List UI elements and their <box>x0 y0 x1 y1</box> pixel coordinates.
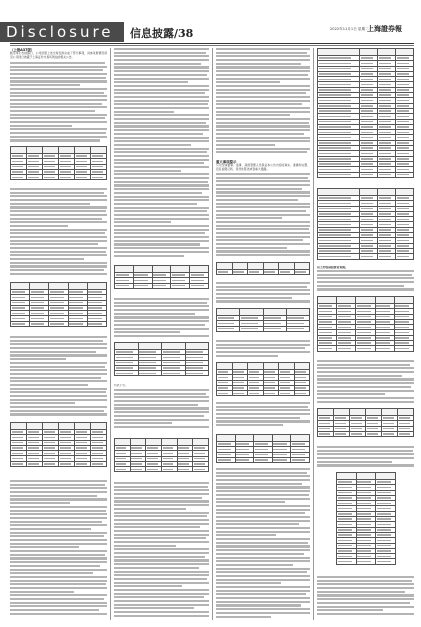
newspaper-logo: 上海證券報 <box>367 24 402 33</box>
column-4-text-block <box>317 266 414 294</box>
column-4-text-block <box>317 360 414 406</box>
column-1-table <box>10 282 107 334</box>
column-1-text-block <box>10 480 107 620</box>
body-text-lines <box>114 48 209 258</box>
column-3-text-block <box>216 402 310 432</box>
body-text-lines <box>317 270 414 292</box>
masthead <box>0 0 421 46</box>
body-text-lines <box>317 446 414 468</box>
column-3-text-block <box>216 468 310 620</box>
body-text-lines <box>216 173 310 258</box>
column-4-table <box>317 296 414 358</box>
column-divider <box>212 48 213 620</box>
column-3-table <box>216 434 310 466</box>
newspaper-page-body <box>10 48 414 620</box>
intro-heading: （上接A37版） <box>10 48 35 52</box>
body-text-lines <box>10 336 107 417</box>
column-4-table <box>317 48 414 186</box>
column-2-text-block <box>114 298 209 340</box>
column-3-text-block <box>216 48 310 158</box>
section-heading: 重大事项提示 <box>216 160 237 164</box>
column-4-table <box>317 408 414 444</box>
column-1-table <box>10 422 107 478</box>
column-1-text-block <box>10 336 107 420</box>
body-text-lines <box>216 468 310 619</box>
column-3-table <box>216 308 310 338</box>
column-2-table <box>114 265 209 295</box>
column-3-text-block <box>216 340 310 360</box>
header-rule-thin <box>10 45 414 46</box>
column-1-table <box>10 146 107 186</box>
column-1-text-block <box>10 188 107 280</box>
closing-line: 特此公告。 <box>114 384 128 387</box>
body-text-lines <box>10 62 107 143</box>
body-text-lines <box>216 48 310 155</box>
body-text-lines <box>114 482 209 618</box>
brand-wordmark: Disclosure <box>6 23 114 41</box>
body-text-lines <box>114 389 209 430</box>
body-text-lines <box>10 480 107 616</box>
column-2-table <box>114 342 209 382</box>
column-divider <box>313 48 314 620</box>
column-4-table <box>317 188 414 264</box>
column-2-text-block <box>114 384 209 436</box>
column-2-text-block <box>114 48 209 262</box>
body-text-lines <box>216 282 310 304</box>
issue-date: 2022年11月1日 星期二 <box>330 27 369 31</box>
column-2-text-block <box>114 482 209 620</box>
notice-paragraph: 公司全体董事、监事、高级管理人员保证本公告内容的真实、准确和完整，没有虚假记载、误导性陈述或者重大遗漏。 <box>216 163 310 172</box>
column-2-table <box>114 438 209 480</box>
intro-paragraph: 截至本公告披露日，公司依照上述交易安排完成了部分事项，具体进展情况请见公司同日披露于上海证券交易所网站的相关公告。 <box>10 51 107 60</box>
column-1-text-block <box>10 48 107 144</box>
section-title: 信息披露/38 <box>130 27 194 40</box>
header-rule <box>10 43 414 44</box>
body-text-lines <box>10 188 107 277</box>
column-3-text-block <box>216 160 310 260</box>
summary-paragraph: 以上内容请投资者查阅。 <box>317 266 348 269</box>
column-4-text-block <box>317 446 414 470</box>
column-4-narrow-table <box>336 472 396 574</box>
body-text-lines <box>216 340 310 358</box>
body-text-lines <box>317 360 414 404</box>
column-3-table <box>216 262 310 280</box>
column-3-table <box>216 362 310 400</box>
column-3-text-block <box>216 282 310 306</box>
body-text-lines <box>114 298 209 339</box>
column-4-text-block <box>317 576 414 620</box>
body-text-lines <box>317 576 414 617</box>
body-text-lines <box>216 402 310 428</box>
column-divider <box>110 48 111 620</box>
